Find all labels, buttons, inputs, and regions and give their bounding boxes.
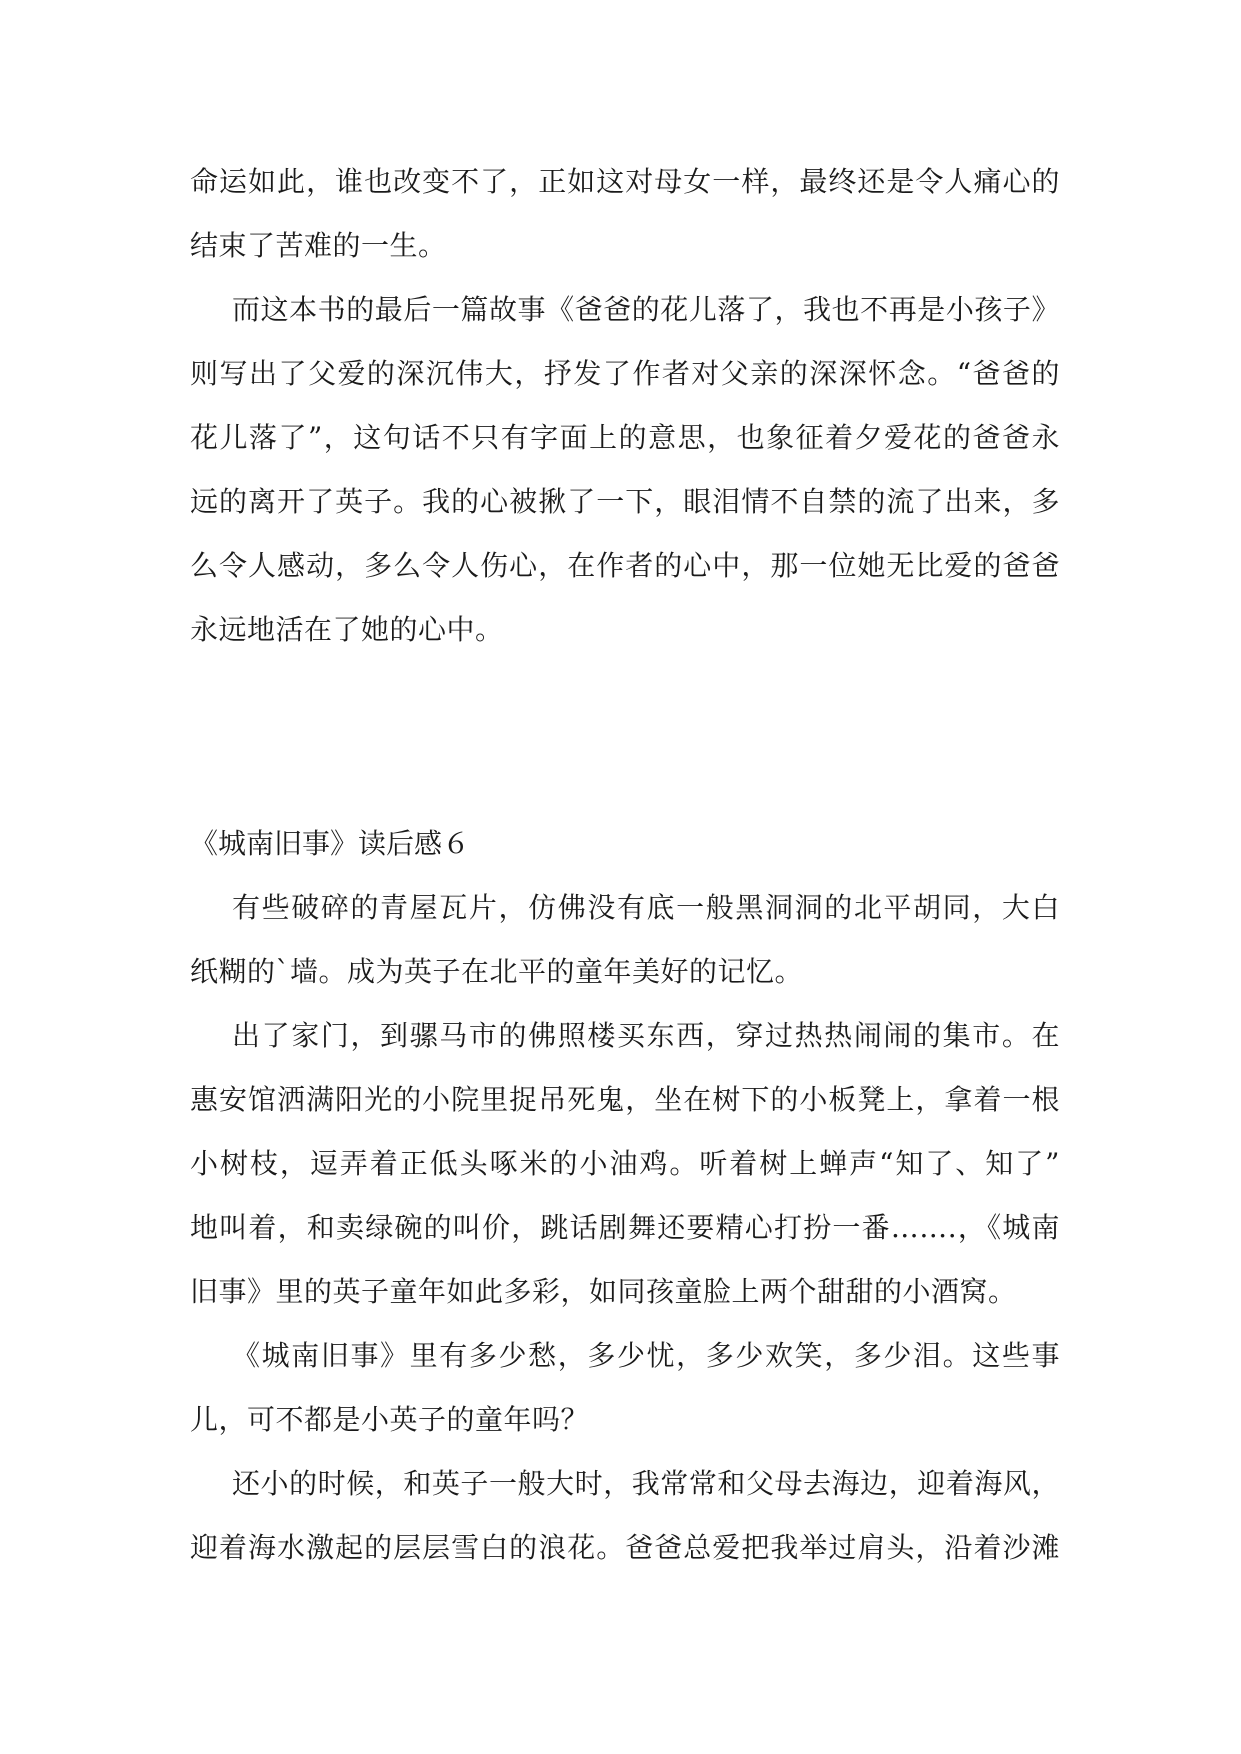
body-text-line: 永远地活在了她的心中。	[190, 613, 504, 646]
body-text-line: 而这本书的最后一篇故事《爸爸的花儿落了，我也不再是小孩子》	[232, 293, 1060, 326]
body-text-line: 儿，可不都是小英子的童年吗？	[190, 1403, 590, 1436]
body-text-line: 纸糊的`墙。成为英子在北平的童年美好的记忆。	[190, 955, 804, 988]
body-text-line: 花儿落了”，这句话不只有字面上的意思，也象征着夕爱花的爸爸永	[190, 421, 1060, 454]
body-text-line: 有些破碎的青屋瓦片，仿佛没有底一般黑洞洞的北平胡同，大白	[232, 891, 1060, 924]
body-text-line: 地叫着，和卖绿碗的叫价，跳话剧舞还要精心打扮一番…….，《城南	[190, 1211, 1060, 1244]
body-text-line: 《城南旧事》里有多少愁，多少忧，多少欢笑，多少泪。这些事	[232, 1339, 1060, 1372]
body-text-line: 惠安馆洒满阳光的小院里捉吊死鬼，坐在树下的小板凳上，拿着一根	[190, 1083, 1060, 1116]
body-text-line: 小树枝，逗弄着正低头啄米的小油鸡。听着树上蝉声“知了、知了”	[190, 1147, 1060, 1180]
section-title: 《城南旧事》读后感６	[190, 827, 471, 860]
body-text-line: 远的离开了英子。我的心被揪了一下，眼泪情不自禁的流了出来，多	[190, 485, 1060, 518]
body-text-line: 迎着海水激起的层层雪白的浪花。爸爸总爱把我举过肩头，沿着沙滩	[190, 1531, 1060, 1564]
body-text-line: 旧事》里的英子童年如此多彩，如同孩童脸上两个甜甜的小酒窝。	[190, 1275, 1017, 1308]
body-text-line: 结束了苦难的一生。	[190, 229, 447, 262]
body-text-line: 则写出了父爱的深沉伟大，抒发了作者对父亲的深深怀念。“爸爸的	[190, 357, 1060, 390]
body-text-line: 么令人感动，多么令人伤心，在作者的心中，那一位她无比爱的爸爸	[190, 549, 1060, 582]
body-text-line: 还小的时候，和英子一般大时，我常常和父母去海边，迎着海风，	[232, 1467, 1060, 1500]
body-text-line: 出了家门，到骡马市的佛照楼买东西，穿过热热闹闹的集市。在	[232, 1019, 1060, 1052]
body-text-line: 命运如此，谁也改变不了，正如这对母女一样，最终还是令人痛心的	[190, 165, 1060, 198]
